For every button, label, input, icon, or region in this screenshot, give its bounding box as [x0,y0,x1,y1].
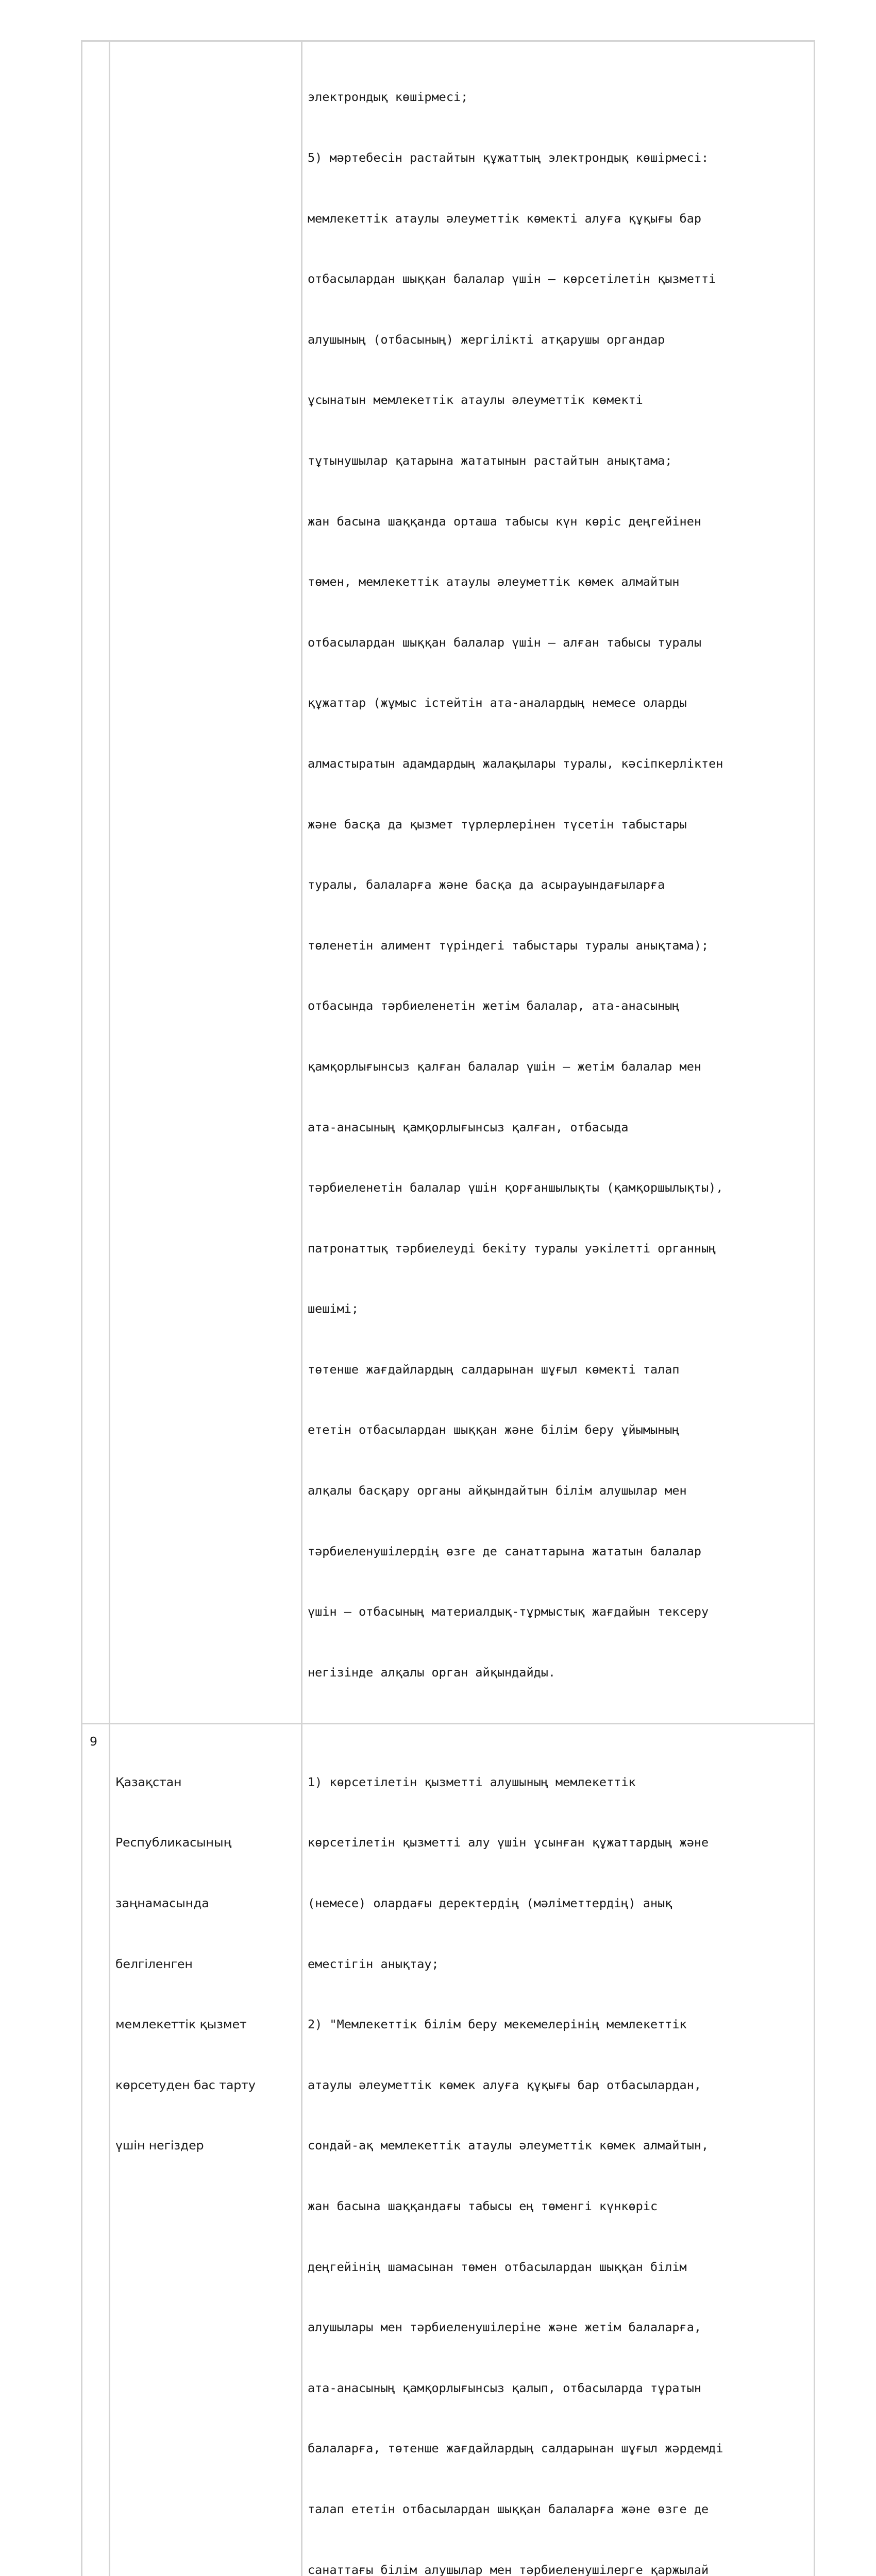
label-line: көрсетуден бас тарту [115,2077,256,2092]
content-line: отбасында тәрбиеленетін жетім балалар, ата-анасының [308,998,680,1013]
content-line: көрсетілетін қызметті алу үшін ұсынған құжаттардың және [308,1835,709,1850]
content-line: 5) мәртебесін растайтын құжаттың электрондық көшірмесі: [308,150,709,165]
content-line: тұтынушылар қатарына жататынын растайтын анықтама; [308,453,672,468]
content-line: алмастыратын адамдардың жалақылары туралы, кәсіпкерліктен [308,756,723,771]
content-line: атаулы әлеуметтік көмек алуға құқығы бар отбасылардан, [308,2077,702,2092]
content-line: алушының (отбасының) жергілікті атқарушы органдар [308,332,665,347]
row-number [82,42,109,49]
label-line: белгіленген [115,1956,193,1971]
content-line: мемлекеттік атаулы әлеуметтік көмекті алуға құқығы бар [308,211,702,226]
content-line: еместігін анықтау; [308,1956,439,1971]
table-row-9 [82,1724,815,2576]
content-line: туралы, балаларға және басқа да асырауындағыларға [308,877,665,892]
content-line: патронаттық тәрбиелеуді бекіту туралы уәкілетті органның [308,1241,716,1256]
content-line: санаттағы білім алушылар мен тәрбиеленушілерге қаржылай [308,2562,709,2576]
row-label-cell [110,41,302,1724]
content-line: деңгейінің шамасынан төмен отбасылардан шыққан білім [308,2259,687,2274]
label-line: мемлекеттік қызмет [115,2017,247,2032]
row-number-cell [82,41,110,1724]
label-line: заңнамасында [115,1896,209,1911]
content-line: қамқорлығынсыз қалған балалар үшін – жетім балалар мен [308,1059,702,1074]
continued-content [302,42,814,1723]
content-line: 2) "Мемлекеттік білім беру мекемелерінің мемлекеттік [308,2017,687,2032]
content-line: шешімі; [308,1301,359,1316]
content-line: тәрбиеленушілердің өзге де санаттарына жататын балалар [308,1544,702,1558]
content-line: талап ететін отбасылардан шыққан балаларға және өзге де [308,2501,709,2516]
row-label [110,1724,301,2196]
label-line: Республикасының [115,1835,232,1850]
content-line: ететін отбасылардан шыққан және білім беру ұйымының [308,1422,680,1437]
table-row-continued [82,41,815,1724]
content-line: 1) көрсетілетін қызметті алушының мемлекеттік [308,1774,636,1789]
services-table [81,40,815,2576]
content-line: алқалы басқару органы айқындайтын білім алушылар мен [308,1483,687,1498]
content-line: отбасылардан шыққан балалар үшін – көрсетілетін қызметті [308,272,716,286]
row-number: 9 [90,1734,97,1749]
content-line: жан басына шаққандағы табысы ең төменгі күнкөріс [308,2199,658,2213]
content-line: ұсынатын мемлекеттік атаулы әлеуметтік көмекті [308,393,643,408]
content-line: құжаттар (жұмыс істейтін ата-аналардың немесе оларды [308,696,687,710]
row-content-cell [302,1724,815,2576]
content-line: үшін – отбасының материалдық-тұрмыстық жағдайын тексеру [308,1604,709,1619]
content-line: сондай-ақ мемлекеттік атаулы әлеуметтік көмек алмайтын, [308,2138,709,2153]
content-line: негізінде алқалы орган айқындайды. [308,1665,556,1680]
content-line: төмен, мемлекеттік атаулы әлеуметтік көмек алмайтын [308,574,680,589]
content-line: жан басына шаққанда орташа табысы күн көріс деңгейінен [308,514,702,529]
row-9-content [302,1724,814,2576]
content-line: (немесе) олардағы деректердің (мәліметтердің) анық [308,1896,672,1911]
content-line: отбасылардан шыққан балалар үшін – алған табысы туралы [308,635,702,650]
label-line: үшін негіздер [115,2138,204,2153]
content-line: ата-анасының қамқорлығынсыз қалып, отбасыларда тұратын [308,2380,702,2395]
content-line: тәрбиеленетін балалар үшін қорғаншылықты (қамқоршылықты), [308,1180,723,1195]
row-content-cell [302,41,815,1724]
row-label-cell [110,1724,302,2576]
row-number-cell [82,1724,110,2576]
content-line: төтенше жағдайлардың салдарынан шұғыл көмекті талап [308,1362,680,1377]
content-line: төленетін алимент түріндегі табыстары туралы анықтама); [308,938,709,953]
content-line: ата-анасының қамқорлығынсыз қалған, отбасыда [308,1120,629,1134]
content-line: және басқа да қызмет түрлерлерінен түсетін табыстары [308,817,687,832]
content-line: электрондық көшірмесі; [308,90,468,105]
content-line: алушылары мен тәрбиеленушілеріне және жетім балаларға, [308,2320,702,2335]
label-line: Қазақстан [115,1774,182,1789]
content-line: балаларға, төтенше жағдайлардың салдарынан шұғыл жәрдемді [308,2441,723,2456]
